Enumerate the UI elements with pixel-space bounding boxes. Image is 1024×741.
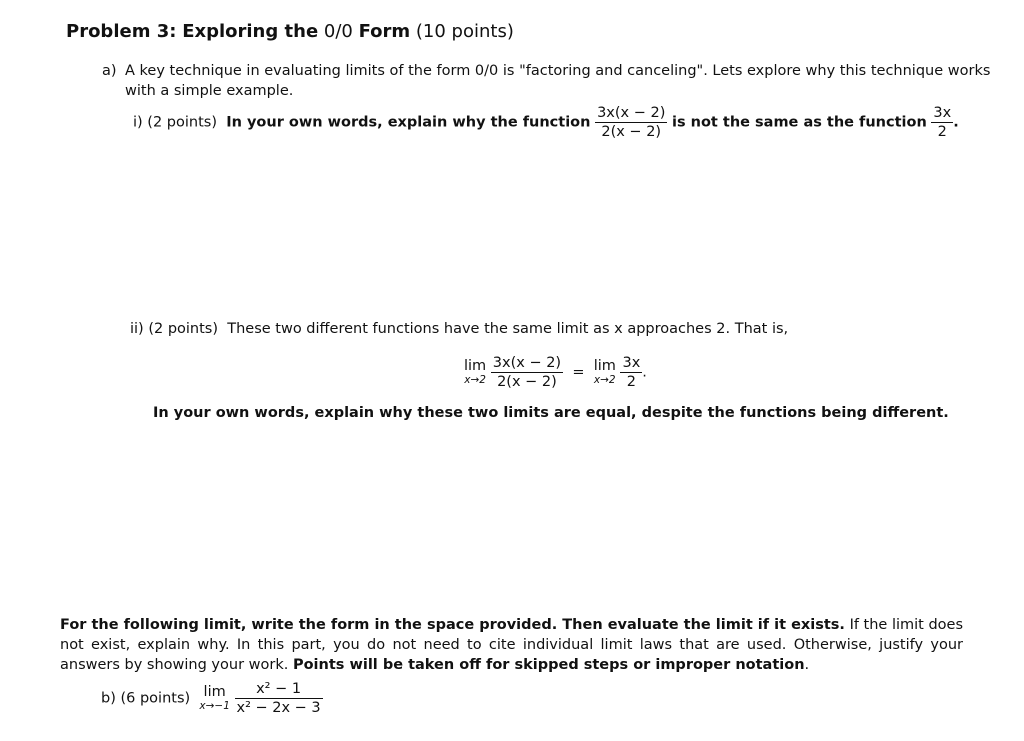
part-a-i	[133, 104, 959, 141]
part-b-lim-subscript: x→−1	[199, 699, 230, 712]
part-b	[101, 680, 323, 717]
part-a-i-end: .	[953, 114, 959, 131]
function-1-fraction	[595, 104, 667, 141]
part-b-denominator: x² − 2x − 3	[236, 700, 321, 716]
part-a-line1: A key technique in evaluating limits of the form 0/0 is "factoring and canceling". Lets explore why this technique works	[125, 63, 991, 79]
part-b-numerator: x² − 1	[256, 681, 302, 697]
rhs-lim-word: lim	[593, 357, 616, 374]
part-a-i-label: i)	[133, 114, 143, 131]
part-b-limit	[199, 685, 230, 713]
part-a-ii-label: ii)	[130, 321, 144, 337]
part-a-line2: with a simple example.	[125, 83, 294, 99]
instructions-bold-2: Points will be taken off for skipped steps or improper notation	[292, 657, 805, 673]
part-b-fraction	[235, 680, 323, 717]
rhs-lim-subscript: x→2	[593, 373, 616, 386]
rhs-numerator: 3x	[622, 355, 641, 371]
part-b-label: b)	[101, 690, 116, 707]
part-a-ii-prompt: In your own words, explain why these two limits are equal, despite the functions being different.	[153, 405, 949, 421]
problem-label: Problem 3:	[66, 21, 177, 42]
function-1-denominator: 2(x − 2)	[595, 122, 667, 141]
problem-form-word: Form	[358, 21, 411, 42]
problem-points: (10 points)	[415, 21, 514, 42]
lhs-lim-word: lim	[464, 357, 487, 374]
rhs-denominator: 2	[620, 372, 642, 391]
lhs-denominator: 2(x − 2)	[491, 372, 563, 391]
instructions-normal-1: If the limit does not exist, explain why. In this part, you do not need to cite individual limit laws that are used. Otherwise, justify your answers by showing your work.	[60, 617, 964, 673]
part-a-ii-points: (2 points)	[148, 321, 219, 337]
instructions-bold-1: For the following limit, write the form in the space provided. Then evaluate the limit if it exists.	[60, 617, 845, 633]
function-2-numerator: 3x	[933, 105, 952, 121]
lhs-numerator: 3x(x − 2)	[492, 355, 562, 371]
part-b-points: (6 points)	[120, 690, 191, 707]
part-a-ii-text: These two different functions have the same limit as x approaches 2. That is,	[227, 321, 789, 337]
problem-title	[66, 21, 514, 42]
function-1-numerator: 3x(x − 2)	[597, 105, 666, 121]
lhs-limit	[464, 359, 486, 387]
problem-form: 0/0	[323, 21, 353, 42]
part-a-i-prompt-mid: is not the same as the function	[671, 114, 927, 131]
part-b-lim-word: lim	[203, 683, 226, 700]
limit-equation	[464, 354, 647, 391]
function-2-denominator: 2	[931, 122, 953, 141]
rhs-fraction	[620, 354, 642, 391]
part-a-ii	[130, 321, 788, 337]
part-a-i-points: (2 points)	[147, 114, 217, 131]
instructions-paragraph	[60, 615, 963, 675]
lhs-fraction	[491, 354, 563, 391]
function-2-fraction	[931, 104, 953, 141]
equals-sign: =	[572, 364, 585, 381]
instructions-end: .	[804, 657, 810, 673]
lhs-lim-subscript: x→2	[464, 373, 486, 386]
rhs-limit	[594, 359, 616, 387]
problem-name: Exploring the	[182, 21, 319, 42]
part-a-label: a)	[102, 63, 117, 79]
part-a-i-prompt-start: In your own words, explain why the function	[226, 114, 591, 131]
equation-end: .	[642, 364, 647, 381]
